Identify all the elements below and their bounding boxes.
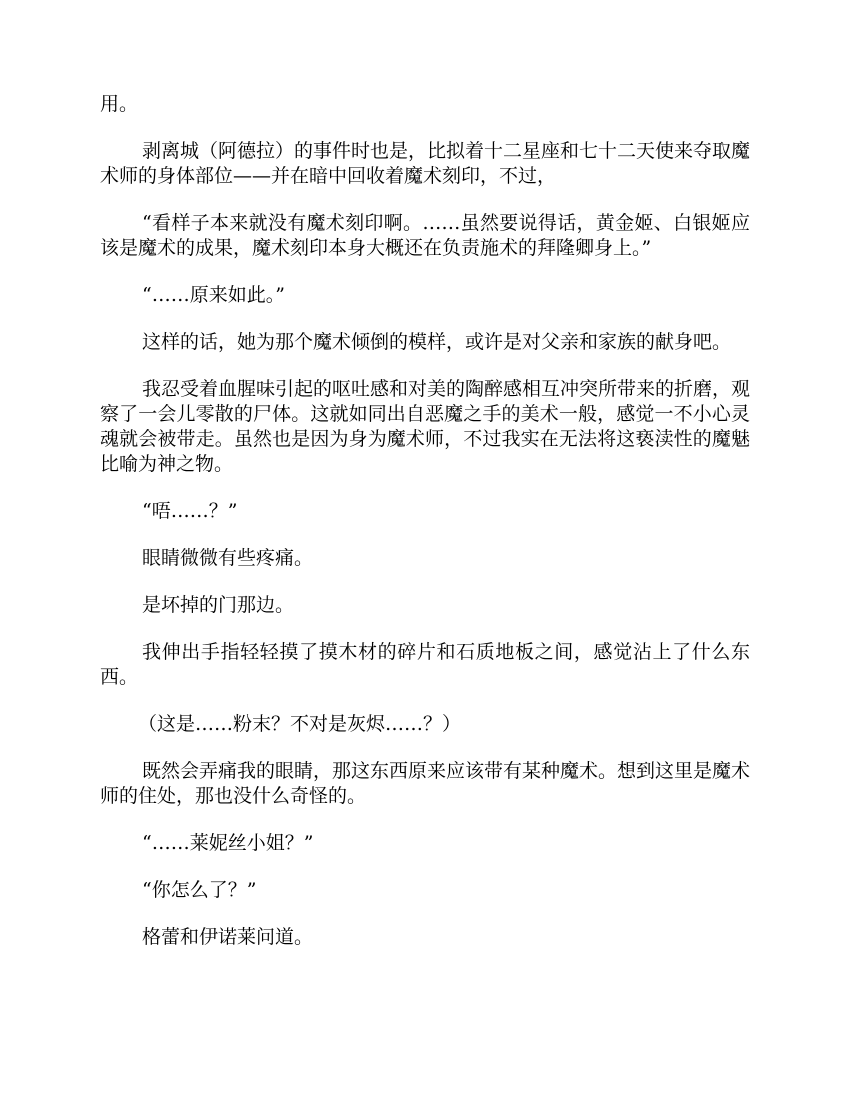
paragraph-7: “唔……？” (142, 500, 238, 522)
paragraph-11: （这是……粉末？不对是灰烬……？） (138, 713, 462, 735)
paragraph-10: 我伸出手指轻轻摸了摸木材的碎片和石质地板之间，感觉沾上了什么东西。 (100, 641, 750, 688)
paragraph-13: “……莱妮丝小姐？” (142, 832, 314, 854)
paragraph-15: 格蕾和伊诺莱问道。 (142, 926, 314, 948)
document-body (100, 92, 750, 972)
paragraph-8: 眼睛微微有些疼痛。 (142, 547, 314, 569)
paragraph-9: 是坏掉的门那边。 (142, 594, 295, 616)
paragraph-14: “你怎么了？” (142, 879, 257, 901)
paragraph-4: “……原来如此。” (142, 284, 285, 306)
paragraph-2: 剥离城（阿德拉）的事件时也是，比拟着十二星座和七十二天使来夺取魔术师的身体部位——并在暗中回收着魔术刻印，不过， (100, 140, 751, 187)
paragraph-5: 这样的话，她为那个魔术倾倒的模样，或许是对父亲和家族的献身吧。 (142, 331, 732, 353)
paragraph-12: 既然会弄痛我的眼睛，那这东西原来应该带有某种魔术。想到这里是魔术师的住处，那也没什么奇怪的。 (100, 760, 751, 807)
paragraph-6: 我忍受着血腥味引起的呕吐感和对美的陶醉感相互冲突所带来的折磨，观察了一会儿零散的尸体。这就如同出自恶魔之手的美术一般，感觉一不小心灵魂就会被带走。虽然也是因为身为魔术师，不过我实在无法将这亵渎性的魔魅比喻为神之物。 (100, 378, 751, 475)
paragraph-1: 用。 (100, 93, 139, 115)
paragraph-3: “看样子本来就没有魔术刻印啊。……虽然要说得话，黄金姬、白银姬应该是魔术的成果，魔术刻印本身大概还在负责施术的拜隆卿身上。” (100, 212, 750, 259)
